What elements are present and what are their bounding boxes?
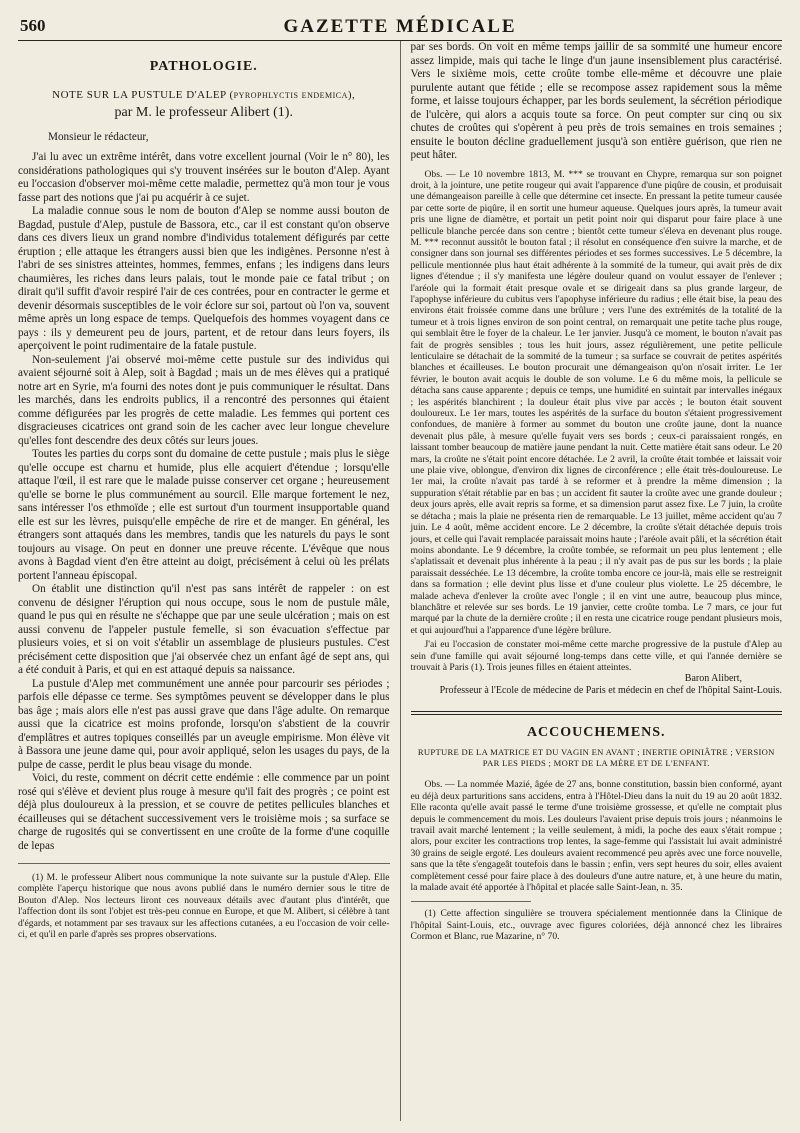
footnote-left bbox=[18, 872, 390, 940]
paragraph: Voici, du reste, comment on décrit cette endémie : elle commence par un point rosé qui s'élève et devient plus rouge à mesure qu'il fait des progrès ; ce point est déjà plus douloureux à la pression, et se couvre de petites pellicules blanches et écailleuses qui se détachent successivement vers le troisième mois ; sa surface se charge de rugosités qui se convertissent en une croûte de la forme d'une coquille de lepas bbox=[18, 772, 390, 852]
observation-text: Obs. — Le 10 novembre 1813, M. *** se trouvant en Chypre, remarqua sur son poignet droit, à la jointure, une petite rougeur qui avait l'apparence d'une piqûre de cousin, et produisait une démangeaison pareille à celle que détermine cet insecte. En pressant la petite tumeur causée par cette sorte de piqûre, il en sortit une humeur aqueuse. Quelques jours après, la tumeur avait pris une ligne de diamètre, et portait un petit point noir qui disparut pour faire place à une pellicule blanche percée dans son centre ; bientôt cette tumeur s'éleva en devenant plus rouge. M. *** reconnut aussitôt le bouton fatal ; il résolut en conséquence d'en suivre la marche, et de consigner dans son journal ses différentes périodes et ses formes successives. Le 5 décembre, la pellicule mentionnée plus haut était adhérente à la sommité de la tumeur, qui avait près de dix lignes d'étendue ; il s'y manifesta une légère douleur quand on voulut essayer de l'enlever ; l'aréole qui la formait était presque ovale et se dirigeait dans sa plus grande largeur, de l'apophyse inférieure du cubitus vers l'apophyse inférieure du radius ; elle était bise, la peau des environs était froissée comme dans une brûlure ; vers l'une des extrémités de la totalité de la tumeur et à trois lignes environ de son point central, on remarquait une petite tache plus rouge, qui semblait être le foyer de la chaleur. Le 1er janvier. Jusqu'à ce moment, le bouton n'avait pas fait de progrès sensibles ; tous les huit jours, assez régulièrement, une petite pellicule lenticulaire se détachait de la sommité de la tumeur ; sa surface se couvrait de petites aspérités blanches et écailleuses. Le bouton procurait une démangeaison qu'on n'osait irriter. Le 1er février, le bouton avait acquis le double de son volume. Le 6 du même mois, la pellicule se détacha sans cause apparente ; depuis ce temps, une humidité en suintait par intervalles inégaux ; les aspérités blanchirent ; la douleur était plus vive par accès ; le bouton était souvent douloureux. Le 1er mars, toutes les aspérités de la surface du bouton s'étaient progressivement confondues, de manière à former au sommet du bouton une croûte jaune, dont la nuance devenait plus pâle, à mesure qu'elle fuyait vers ses bords ; ceux-ci paraissaient rongés, en laissant tomber beaucoup de matière jaune pendant la nuit. Cette matière était sans odeur. Le 20 mars, la croûte ne s'était point encore détachée. Le 2 avril, la croûte était tombée et laissait voir une plaie vive, oblongue, d'environ dix lignes de circonférence ; elle était très-douloureuse. Le 1er mai, la croûte n'avait pas tardé à se reformer et à prendre la même dimension ; la suppuration s'était rétablie par en bas ; un accident fit sauter la croûte avec une grande douleur ; deux jours après, elle avait repris sa forme, et sa dimension parut assez fixe. Le 7 juin, la croûte se détacha ; mais la plaie ne présenta rien de remarquable. Le 13 juillet, même accident qu'au 7 juin. Le 4 août, même accident encore. Le 2 décembre, la croûte s'était détachée depuis trois jours, et celle qui l'avait remplacée paraissait moins haute ; l'aréole avait pâli, et la sécrétion était moins abondante. Le 9 décembre, la croûte tombée, se reformait un peu plus lentement ; elle s'aplatissait et devenait plus inhérente à la peau ; il n'y avait pas de pus sur les bords ; la plaie paraissait desséchée. Le 13 décembre, la croûte tomba encore ce jour-là, mais elle se restreignit dans sa formation ; elle devint plus lisse et d'une couleur plus violette. Le 25 décembre, le malade acheva d'enlever la croûte avec l'ongle ; il en vint une autre, beaucoup plus mince, blanchâtre et relevée sur ses bords. Le 19 janvier, cette croûte tomba. Le 7 mars, ce jour fut marqué par la chute de la dernière croûte ; il en resta une cicatrice rouge pendant plusieurs mois, et qui aujourd'hui a l'apparence d'une légère brûlure. bbox=[410, 168, 782, 636]
section-divider bbox=[411, 711, 783, 715]
article-title-line1: NOTE SUR LA PUSTULE D'ALEP (pyrophlyctis endemica), bbox=[52, 89, 356, 101]
footnote-divider-right bbox=[411, 901, 531, 902]
paragraph: Toutes les parties du corps sont du domaine de cette pustule ; mais plus le siège qu'elle occupe est charnu et humide, plus elle acquiert d'étendue ; lorsqu'elle attaque l'œil, il est rare que le malade puisse conserver cet organe ; heureusement qu'elle se borne le plus communément au sourcil. Elle marque fortement le nez, sans intéresser l'os ethmoïde ; elle est surtout d'un tourment insupportable quand elle est sur les lèvres, puisqu'elle empêche de rire et de manger. En général, les étrangers sont attaqués dans les membres, tandis que les naturels du pays le sont toujours au visage. On peut en donner une preuve récente. L'évêque que nous avons à Bagdad vient d'en être atteint au doigt, précisément à celui où les prélats portent l'anneau épiscopal. bbox=[18, 448, 390, 582]
paragraph: La pustule d'Alep met communément une année pour parcourir ses périodes ; parfois elle dépasse ce terme. Ses symptômes peuvent se développer dans le plus bas âge ; mais alors elle n'est pas aussi grave que dans l'âge adulte. On remarque aussi que la cicatrice est moins profonde, lorsqu'on s'abstient de la couvrir d'emplâtres et autres topiques conseillés par un aveugle empirisme. Mon élève vit à Bassora une jeune dame qui, pour avoir appliqué, selon les usages du pays, de la pulpe de casse, perdit le plus beau visage du monde. bbox=[18, 677, 390, 771]
page-number: 560 bbox=[20, 16, 46, 35]
section2-text: Obs. — La nommée Mazié, âgée de 27 ans, bonne constitution, bassin bien conformé, ayant eu déjà deux parturitions sans accidens, entra à l'Hôtel-Dieu dans la nuit du 19 au 20 août 1832. Elle raconta qu'elle avait passé le terme d'une troisième grossesse, et qu'elle ne comptait plus depuis le commencement du mois. Les douleurs l'avaient prise depuis trois jours ; néanmoins le travail avait marché lentement ; la veille seulement, à midi, la poche des eaux s'était rompue ; alors, pour exciter les contractions trop lentes, la sage-femme qui l'assistait lui avait administré 30 grains de seigle ergoté. Les douleurs avaient recommencé peu après avec une force nouvelle, sans que la tête s'engageât toutefois dans le bassin ; enfin, vers sept heures du soir, elles avaient complètement cessé pour faire place à des douleurs d'une autre nature, et, à une heure du matin, la malade avait été apportée à l'hôpital et placée salle Saint-Jean, n. 35. bbox=[410, 779, 782, 894]
section-title-pathologie: PATHOLOGIE. bbox=[149, 59, 258, 74]
article-title bbox=[18, 87, 390, 121]
article-title-line2: par M. le professeur Alibert (1). bbox=[114, 105, 293, 120]
footnote-text: (1) M. le professeur Alibert nous communique la note suivante sur la pustule d'Alep. Elle complète l'aperçu historique que nous avons publié dans le numéro dernier sous le titre de Bouton d'Alep. Nos lecteurs liront ces nouveaux détails avec d'autant plus d'intérêt, que l'affection dont ils sont l'objet est très-peu connue en Europe, et que M. Alibert, si célèbre à tant d'égards, et notamment par ses travaux sur les affections cutanées, a eu l'occasion de voir celle-ci, et qu'il en parle d'après ses propres observations. bbox=[18, 872, 390, 941]
page-header bbox=[18, 14, 782, 41]
observation-block bbox=[411, 169, 783, 674]
paragraph: J'ai lu avec un extrême intérêt, dans votre excellent journal (Voir le n° 80), les considérations pathologiques qui s'y trouvent insérées sur le bouton d'Alep. Ayant eu l'occasion d'observer moi-même cette maladie, permettez qu'à mon tour je vous fasse part des notions que j'ai pu acquérir à ce sujet. bbox=[18, 151, 390, 204]
section2-subtitle: RUPTURE DE LA MATRICE ET DU VAGIN EN AVANT ; INERTIE OPINIÂTRE ; VERSION PAR LES PIEDS ; MORT DE LA MÈRE ET DE L'ENFANT. bbox=[417, 747, 775, 769]
closing-text: J'ai eu l'occasion de constater moi-même cette marche progressive de la pustule d'Alep au sein d'une famille qui avait séjourné long-temps dans cette ville, et qui l'année dernière se trouvait à Paris (1). Trois jeunes filles en étaient atteintes. bbox=[410, 639, 782, 673]
paragraph: La maladie connue sous le nom de bouton d'Alep se nomme aussi bouton de Bagdad, pustule d'Alep, pustule de Bassora, etc., car il est constant qu'on observe dans ces divers lieux un grand nombre d'individus totalement défigurés par cette éruption ; elle attaque les étrangers aussi bien que les indigènes. Personne n'est à l'abri de ses sinistres atteintes, hommes, femmes, enfans ; les indigens dans leurs chaumières, les riches dans leurs palais, tout le monde paie ce fatal tribut ; on dirait qu'il suffit d'avoir respiré l'air de ces contrées, pour en contracter le germe et devenir désormais susceptibles de le voir éclore sur soi, partout où l'on va, souvent même après un long espace de temps. Quelquefois des hommes voyagent dans ce pays : ils y demeurent peu de jours, partent, et de retour dans leurs foyers, ils aperçoivent le point rudimentaire de la fatale pustule. bbox=[18, 205, 390, 352]
paragraph: On établit une distinction qu'il n'est pas sans intérêt de rappeler : on est convenu de désigner l'éruption qui nous occupe, sous le nom de pustule mâle, quand le pus qui en résulte ne s'échappe que par une seule ulcération ; mais on est aussi convenu de l'appeler pustule femelle, si son évacuation s'effectue par plusieurs voies, et si on voit s'établir un assemblage de plusieurs pustules. C'est précisément cette disposition que j'ai observée chez un enfant âgé de sept ans, qui a été conduit à Paris, et qui en est attaqué depuis sa naissance. bbox=[18, 583, 390, 676]
right-column bbox=[401, 41, 783, 1121]
continuation-paragraph: par ses bords. On voit en même temps jaillir de sa sommité une humeur encore assez limpide, mais qui tache le linge d'un jaune insensiblement plus caractérisé. Vers le sixième mois, cette croûte tombe elle-même et découvre une plaie purulente autant que fétide ; elle se recompose assez rapidement sous la même forme, et laisse toujours échapper, par les bords seulement, la sécrétion périodique de l'ulcère, qui alors a acquis toute sa force. On peut compter sur cinq ou six chutes de croûtes qui s'opèrent à peu près de trois semaines en trois semaines ; ensuite le bouton décline graduellement jusqu'à son entière guérison, que rien ne peut hâter. bbox=[410, 41, 782, 161]
left-column bbox=[18, 41, 401, 1121]
section2-body bbox=[411, 779, 783, 893]
journal-title: GAZETTE MÉDICALE bbox=[283, 16, 517, 37]
paragraph: Non-seulement j'ai observé moi-même cette pustule sur des individus qui avaient séjourné soit à Alep, soit à Bagdad ; mais un de mes élèves qui a pratiqué notre art en Syrie, m'a fourni des notes dont je puis communiquer le résultat. Dans les marchés, dans les endroits publics, il a rencontré des personnes qui étaient comme défigurées par les progrès de cette maladie. Les femmes qui portent ces disgracieuses cicatrices ont grand soin de les cacher avec leur longue chevelure qu'elles font descendre des deux côtés sur leurs joues. bbox=[18, 353, 390, 447]
two-column-body bbox=[18, 41, 782, 1121]
signature-affiliation: Professeur à l'Ecole de médecine de Paris et médecin en chef de l'hôpital Saint-Louis. bbox=[439, 685, 782, 697]
signature-name: Baron Alibert, bbox=[684, 673, 742, 685]
footnote-text: (1) Cette affection singulière se trouvera spécialement mentionnée dans la Clinique de l'hôpital Saint-Louis, etc., ouvrage avec figures coloriées, déjà annoncé chez les libraires Cormon et Blanc, rue Mazarine, n° 70. bbox=[410, 908, 782, 943]
footnote-right bbox=[411, 908, 783, 942]
section-title-accouchemens: ACCOUCHEMENS. bbox=[526, 725, 666, 741]
footnote-divider bbox=[18, 863, 390, 864]
salutation: Monsieur le rédacteur, bbox=[48, 131, 149, 143]
